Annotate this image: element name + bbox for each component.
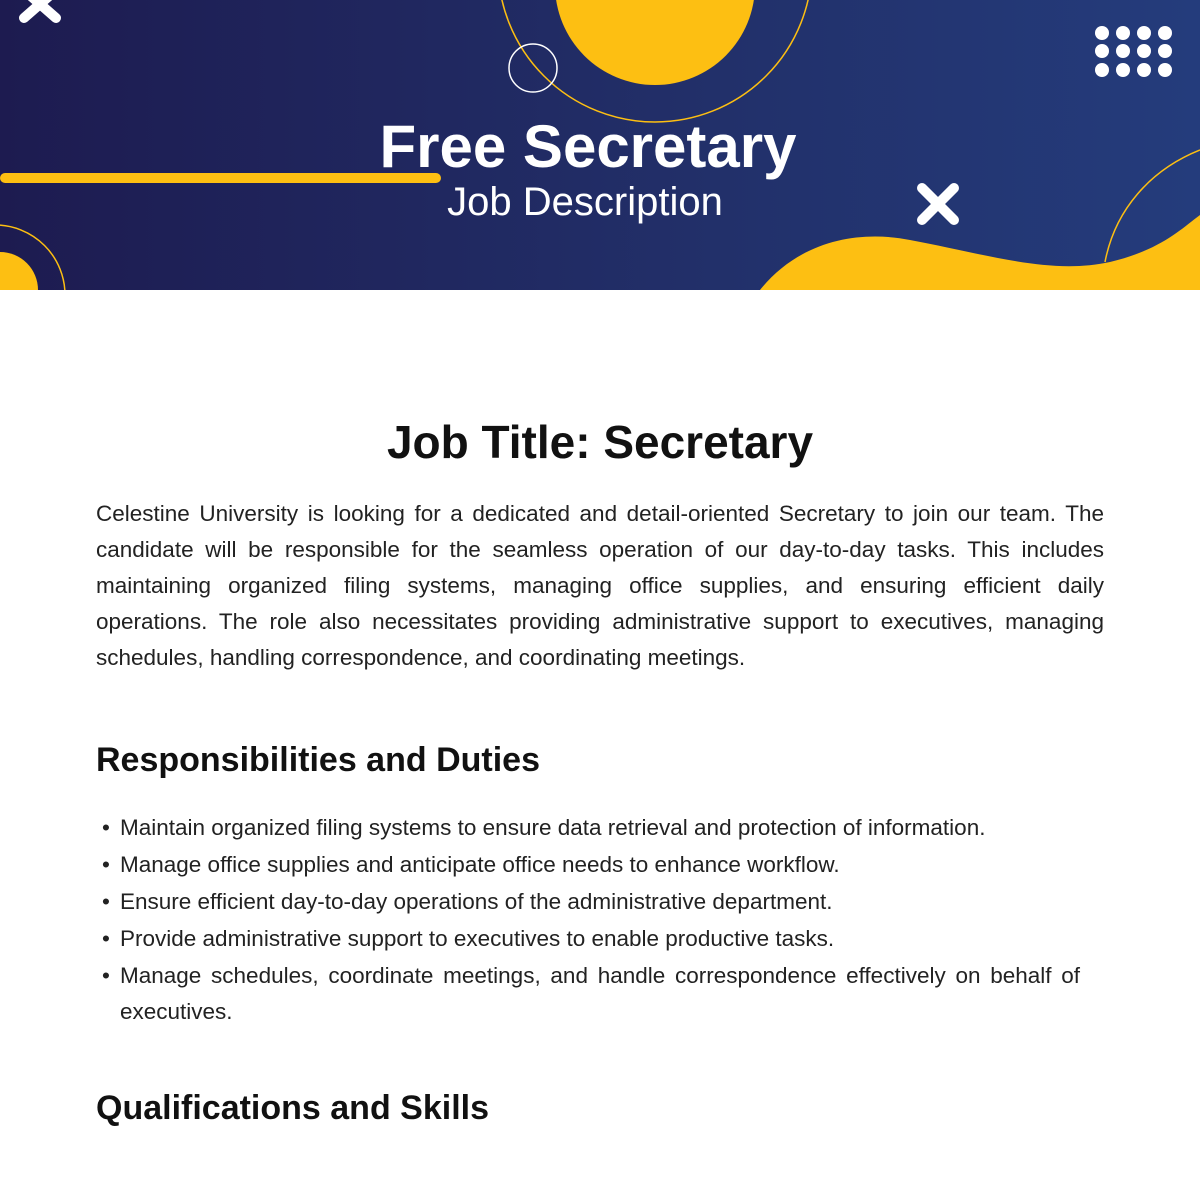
responsibilities-list [96, 810, 1104, 1030]
list-item: • Provide administrative support to executives to enable productive tasks. [120, 921, 1080, 957]
list-item: • Maintain organized filing systems to ensure data retrieval and protection of information. [120, 810, 1080, 846]
list-item: • Manage office supplies and anticipate office needs to enhance workflow. [120, 847, 1080, 883]
qualifications-heading: Qualifications and Skills [96, 1089, 489, 1127]
job-title: Job Title: Secretary [386, 416, 814, 468]
ring-icon [509, 44, 557, 92]
list-item: • Manage schedules, coordinate meetings, and handle correspondence effectively on behalf of executives. [120, 958, 1080, 1030]
banner-title: Free Secretary [379, 113, 797, 180]
header-banner [0, 0, 1200, 290]
list-item: • Ensure efficient day-to-day operations of the administrative department. [120, 884, 1080, 920]
yellow-wave [760, 215, 1200, 290]
yellow-circle [555, 0, 755, 85]
intro-paragraph: Celestine University is looking for a dedicated and detail-oriented Secretary to join our team. The candidate will be responsible for the seamless operation of our day-to-day tasks. This includes maintaining organized filing systems, managing office supplies, and ensuring efficient daily operations. The role also necessitates providing administrative support to executives, managing schedules, handling correspondence, and coordinating meetings. [96, 501, 1104, 670]
document-body [0, 410, 1200, 1130]
banner-subtitle: Job Description [447, 180, 723, 224]
responsibilities-heading: Responsibilities and Duties [96, 741, 540, 779]
dots-grid-icon [1095, 26, 1172, 77]
